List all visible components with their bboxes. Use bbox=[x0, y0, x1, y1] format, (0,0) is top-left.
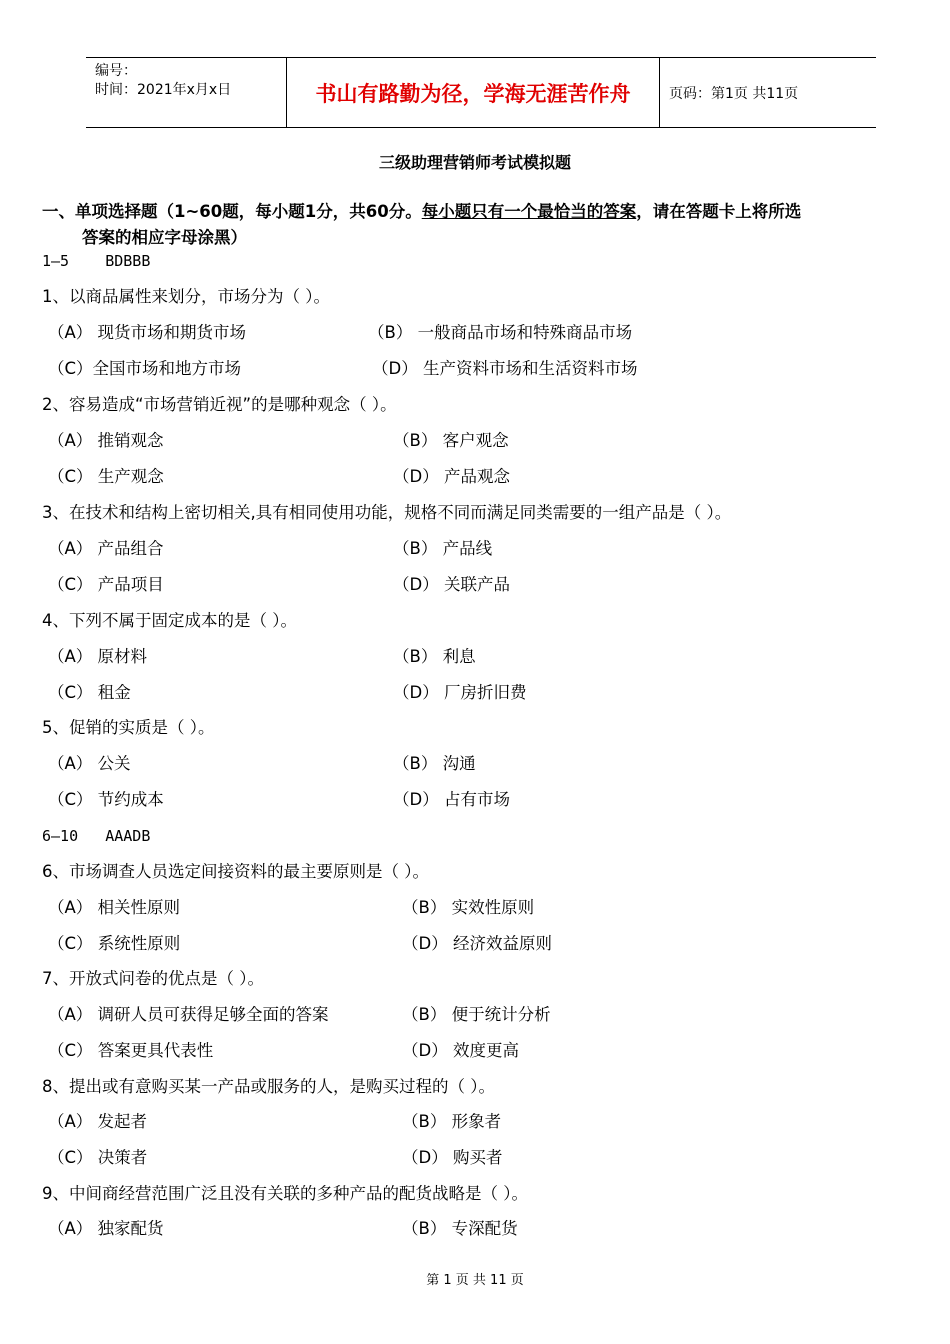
option-d: （D） 生产资料市场和生活资料市场 bbox=[372, 359, 638, 378]
option-b: （B） 一般商品市场和特殊商品市场 bbox=[368, 323, 633, 342]
option-d: （D） 关联产品 bbox=[393, 575, 510, 594]
option-c: （C） 生产观念 bbox=[48, 467, 164, 486]
answer-key-answers: BDBBB bbox=[105, 252, 151, 270]
heading-prefix: 一、单项选择题（1~60题，每小题1分，共60分。 bbox=[42, 202, 422, 221]
answer-key bbox=[42, 250, 150, 272]
heading-suffix: ，请在答题卡上将所选 bbox=[636, 202, 802, 221]
number-label: 编号： bbox=[95, 63, 137, 79]
motto: 书山有路勤为径，学海无涯苦作舟 bbox=[315, 81, 631, 106]
question-text: 5、促销的实质是（ ）。 bbox=[42, 718, 215, 737]
option-c: （C） 租金 bbox=[48, 683, 131, 702]
question-text: 9、中间商经营范围广泛且没有关联的多种产品的配货战略是（ ）。 bbox=[42, 1184, 528, 1203]
answer-key-answers: AAADB bbox=[105, 827, 151, 845]
option-a: （A） 调研人员可获得足够全面的答案 bbox=[48, 1005, 329, 1024]
page-footer: 第 1 页 共 11 页 bbox=[426, 1273, 524, 1288]
header-meta-cell bbox=[86, 58, 287, 127]
option-a: （A） 相关性原则 bbox=[48, 898, 181, 917]
question-text: 2、容易造成“市场营销近视”的是哪种观念（ ）。 bbox=[42, 395, 397, 414]
option-a: （A） 原材料 bbox=[48, 647, 148, 666]
header-page-cell bbox=[660, 58, 876, 127]
option-d: （D） 购买者 bbox=[402, 1148, 503, 1167]
question-text: 7、开放式问卷的优点是（ ）。 bbox=[42, 969, 264, 988]
option-a: （A） 现货市场和期货市场 bbox=[48, 323, 247, 342]
question-text: 1、以商品属性来划分，市场分为（ ）。 bbox=[42, 287, 330, 306]
option-b: （B） 实效性原则 bbox=[402, 898, 535, 917]
answer-key-range: 1—5 bbox=[42, 252, 70, 270]
option-c: （C） 决策者 bbox=[48, 1148, 148, 1167]
answer-key bbox=[42, 825, 150, 847]
option-c: （C）全国市场和地方市场 bbox=[48, 359, 242, 378]
heading-line2: 答案的相应字母涂黑） bbox=[82, 228, 247, 247]
page-label: 页码：第1页 共11页 bbox=[669, 85, 799, 102]
time-label: 时间：2021年x月x日 bbox=[95, 82, 232, 98]
option-d: （D） 占有市场 bbox=[393, 790, 510, 809]
option-a: （A） 公关 bbox=[48, 754, 131, 773]
option-d: （D） 经济效益原则 bbox=[402, 934, 552, 953]
header-table bbox=[86, 57, 876, 128]
header-motto-cell bbox=[287, 58, 660, 127]
option-b: （B） 客户观念 bbox=[393, 431, 509, 450]
option-b: （B） 便于统计分析 bbox=[402, 1005, 551, 1024]
option-a: （A） 独家配货 bbox=[48, 1219, 164, 1238]
option-a: （A） 产品组合 bbox=[48, 539, 164, 558]
question-text: 6、市场调查人员选定间接资料的最主要原则是（ ）。 bbox=[42, 862, 429, 881]
option-c: （C） 答案更具代表性 bbox=[48, 1041, 214, 1060]
option-b: （B） 利息 bbox=[393, 647, 476, 666]
option-a: （A） 发起者 bbox=[48, 1112, 148, 1131]
option-d: （D） 产品观念 bbox=[393, 467, 510, 486]
option-c: （C） 系统性原则 bbox=[48, 934, 181, 953]
answer-key-range: 6—10 bbox=[42, 827, 79, 845]
option-b: （B） 沟通 bbox=[393, 754, 476, 773]
option-b: （B） 产品线 bbox=[393, 539, 493, 558]
section-heading bbox=[42, 199, 922, 251]
question-text: 3、在技术和结构上密切相关,具有相同使用功能，规格不同而满足同类需要的一组产品是（ ）。 bbox=[42, 503, 732, 522]
question-text: 4、下列不属于固定成本的是（ ）。 bbox=[42, 611, 297, 630]
option-c: （C） 产品项目 bbox=[48, 575, 164, 594]
option-b: （B） 专深配货 bbox=[402, 1219, 518, 1238]
document-title: 三级助理营销师考试模拟题 bbox=[378, 153, 571, 172]
question-text: 8、提出或有意购买某一产品或服务的人，是购买过程的（ ）。 bbox=[42, 1077, 495, 1096]
option-a: （A） 推销观念 bbox=[48, 431, 164, 450]
option-b: （B） 形象者 bbox=[402, 1112, 502, 1131]
option-c: （C） 节约成本 bbox=[48, 790, 164, 809]
option-d: （D） 厂房折旧费 bbox=[393, 683, 527, 702]
option-d: （D） 效度更高 bbox=[402, 1041, 519, 1060]
heading-underlined: 每小题只有一个最恰当的答案 bbox=[421, 202, 637, 221]
